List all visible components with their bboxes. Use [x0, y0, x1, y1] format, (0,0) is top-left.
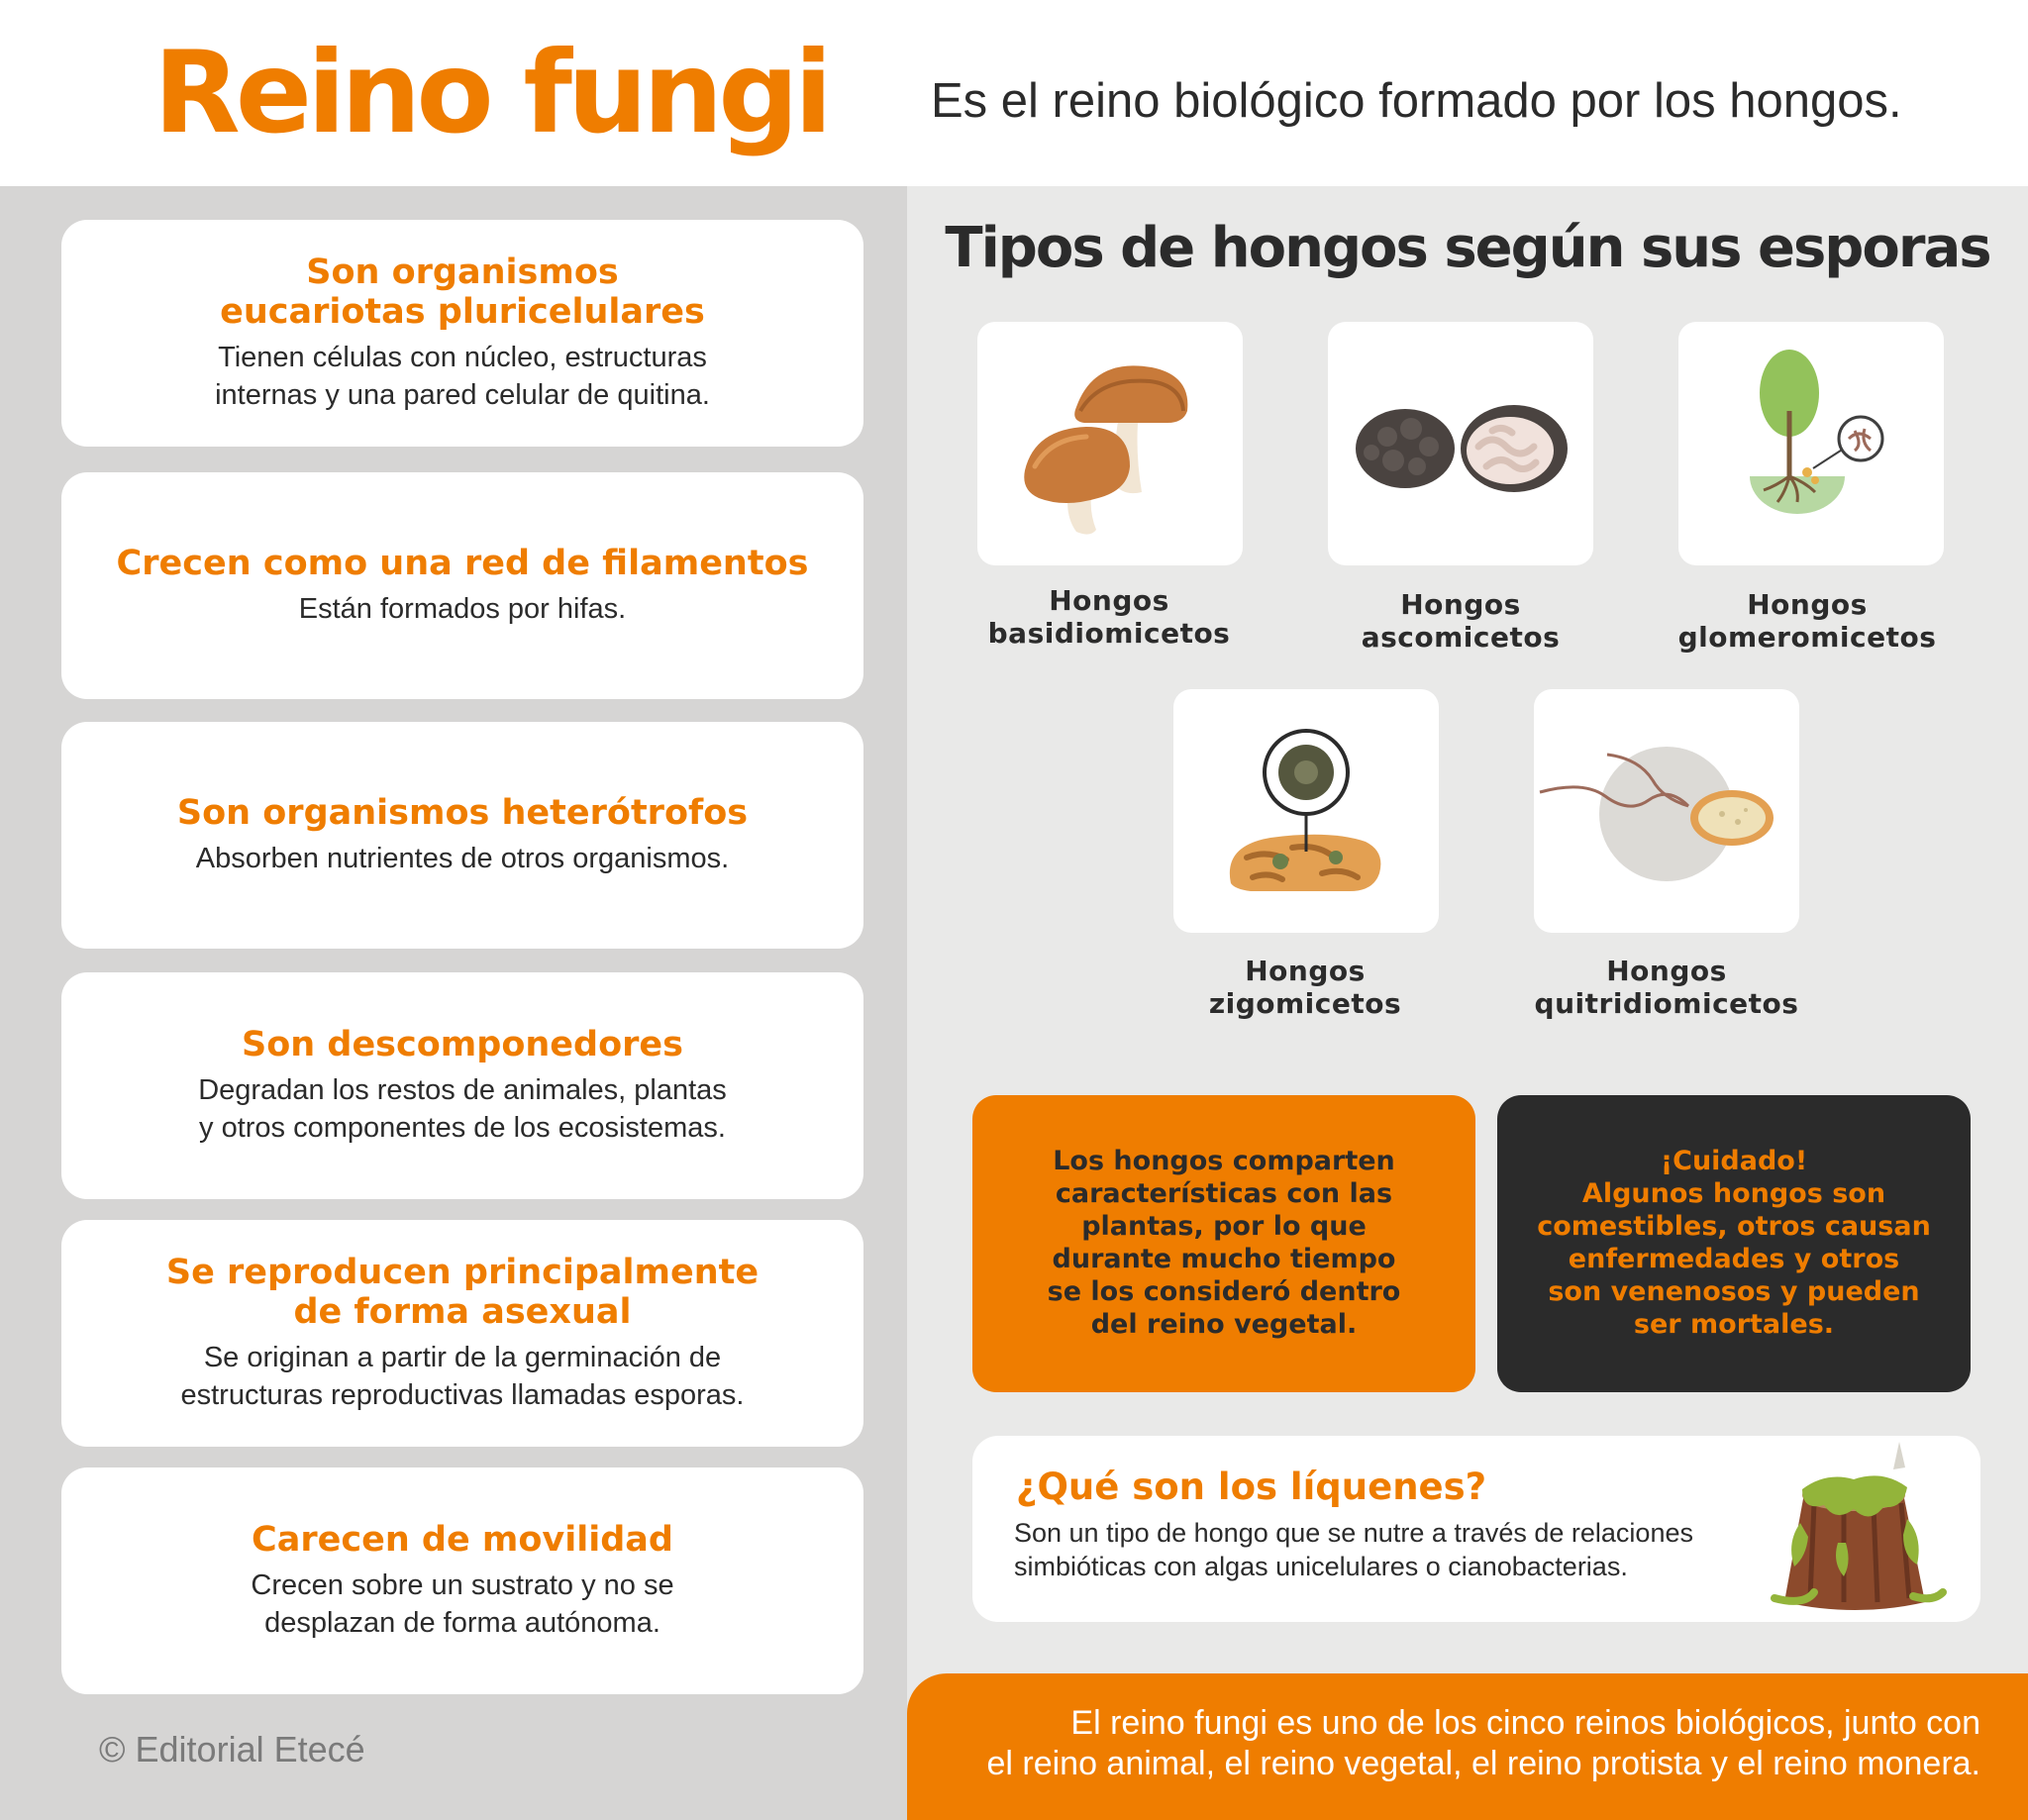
types-title: Tipos de hongos según sus esporas	[945, 216, 1990, 280]
lichen-text: Son un tipo de hongo que se nutre a través de relaciones simbióticas con algas unicelulares o cianobacterias.	[1014, 1518, 1693, 1581]
fact-text: Degradan los restos de animales, plantas y otros componentes de los ecosistemas.	[198, 1073, 727, 1144]
truffle-icon	[1328, 322, 1593, 565]
fact-text: Tienen células con núcleo, estructuras internas y una pared celular de quitina.	[215, 342, 710, 411]
label-zigomicetos: Hongos zigomicetos	[1208, 955, 1402, 1021]
page-title: Reino fungi	[153, 27, 828, 158]
fact-title: Son organismos heterótrofos	[176, 792, 749, 833]
mushroom-icon	[977, 322, 1243, 565]
plant-roots-icon	[1678, 322, 1944, 565]
label-basidiomicetos: Hongos basidiomicetos	[987, 584, 1231, 651]
fact-card-heterotrofos	[61, 722, 863, 949]
fact-text: Están formados por hifas.	[298, 592, 627, 625]
tile-basidiomicetos	[977, 322, 1243, 565]
label-ascomicetos: Hongos ascomicetos	[1361, 588, 1561, 655]
tile-quitridiomicetos	[1534, 689, 1799, 933]
fact-title: Crecen como una red de filamentos	[116, 543, 809, 583]
fact-card-reproduccion	[61, 1220, 863, 1447]
fact-text: Crecen sobre un sustrato y no se desplazan de forma autónoma.	[251, 1568, 674, 1639]
copyright: © Editorial Etecé	[99, 1729, 365, 1769]
label-quitridiomicetos: Hongos quitridiomicetos	[1534, 955, 1799, 1021]
lichen-title: ¿Qué son los líquenes?	[1016, 1466, 1487, 1508]
tile-glomeromicetos	[1678, 322, 1944, 565]
bread-mold-icon	[1173, 689, 1439, 933]
header	[0, 0, 2028, 186]
fact-title: Carecen de movilidad	[252, 1519, 673, 1560]
chytrid-cell-icon	[1534, 689, 1799, 933]
fact-card-descomponedores	[61, 972, 863, 1199]
footer-banner	[907, 1673, 2028, 1820]
label-glomeromicetos: Hongos glomeromicetos	[1677, 588, 1937, 655]
page-subtitle: Es el reino biológico formado por los hongos.	[931, 74, 1902, 128]
footer-text: El reino fungi es uno de los cinco reinos biológicos, junto con el reino animal, el reino vegetal, el reino protista y el reino monera.	[986, 1704, 1980, 1782]
fact-text: Se originan a partir de la germinación de estructuras reproductivas llamadas esporas.	[180, 1342, 745, 1411]
fact-card-movilidad	[61, 1467, 863, 1694]
tile-zigomicetos	[1173, 689, 1439, 933]
fact-card-filamentos	[61, 472, 863, 699]
info-box-cuidado	[1497, 1095, 1971, 1392]
lichen-box	[972, 1436, 1980, 1622]
fact-title: Se reproducen principalmente de forma asexual	[165, 1252, 760, 1332]
fact-card-eucariotas	[61, 220, 863, 447]
fact-text: Absorben nutrientes de otros organismos.	[195, 842, 730, 874]
info-box-plantas	[972, 1095, 1475, 1392]
fact-title: Son descomponedores	[242, 1024, 683, 1064]
info-text-cuidado: ¡Cuidado! Algunos hongos son comestibles, otros causan enfermedades y otros son venenosos y pueden ser mortales.	[1537, 1146, 1931, 1340]
lichen-stump-icon	[1745, 1424, 1963, 1622]
info-text-plantas: Los hongos comparten características con las plantas, por lo que durante mucho tiempo se los consideró dentro del reino vegetal.	[1047, 1146, 1401, 1340]
tile-ascomicetos	[1328, 322, 1593, 565]
fact-title: Son organismos eucariotas pluricelulares	[220, 252, 705, 332]
